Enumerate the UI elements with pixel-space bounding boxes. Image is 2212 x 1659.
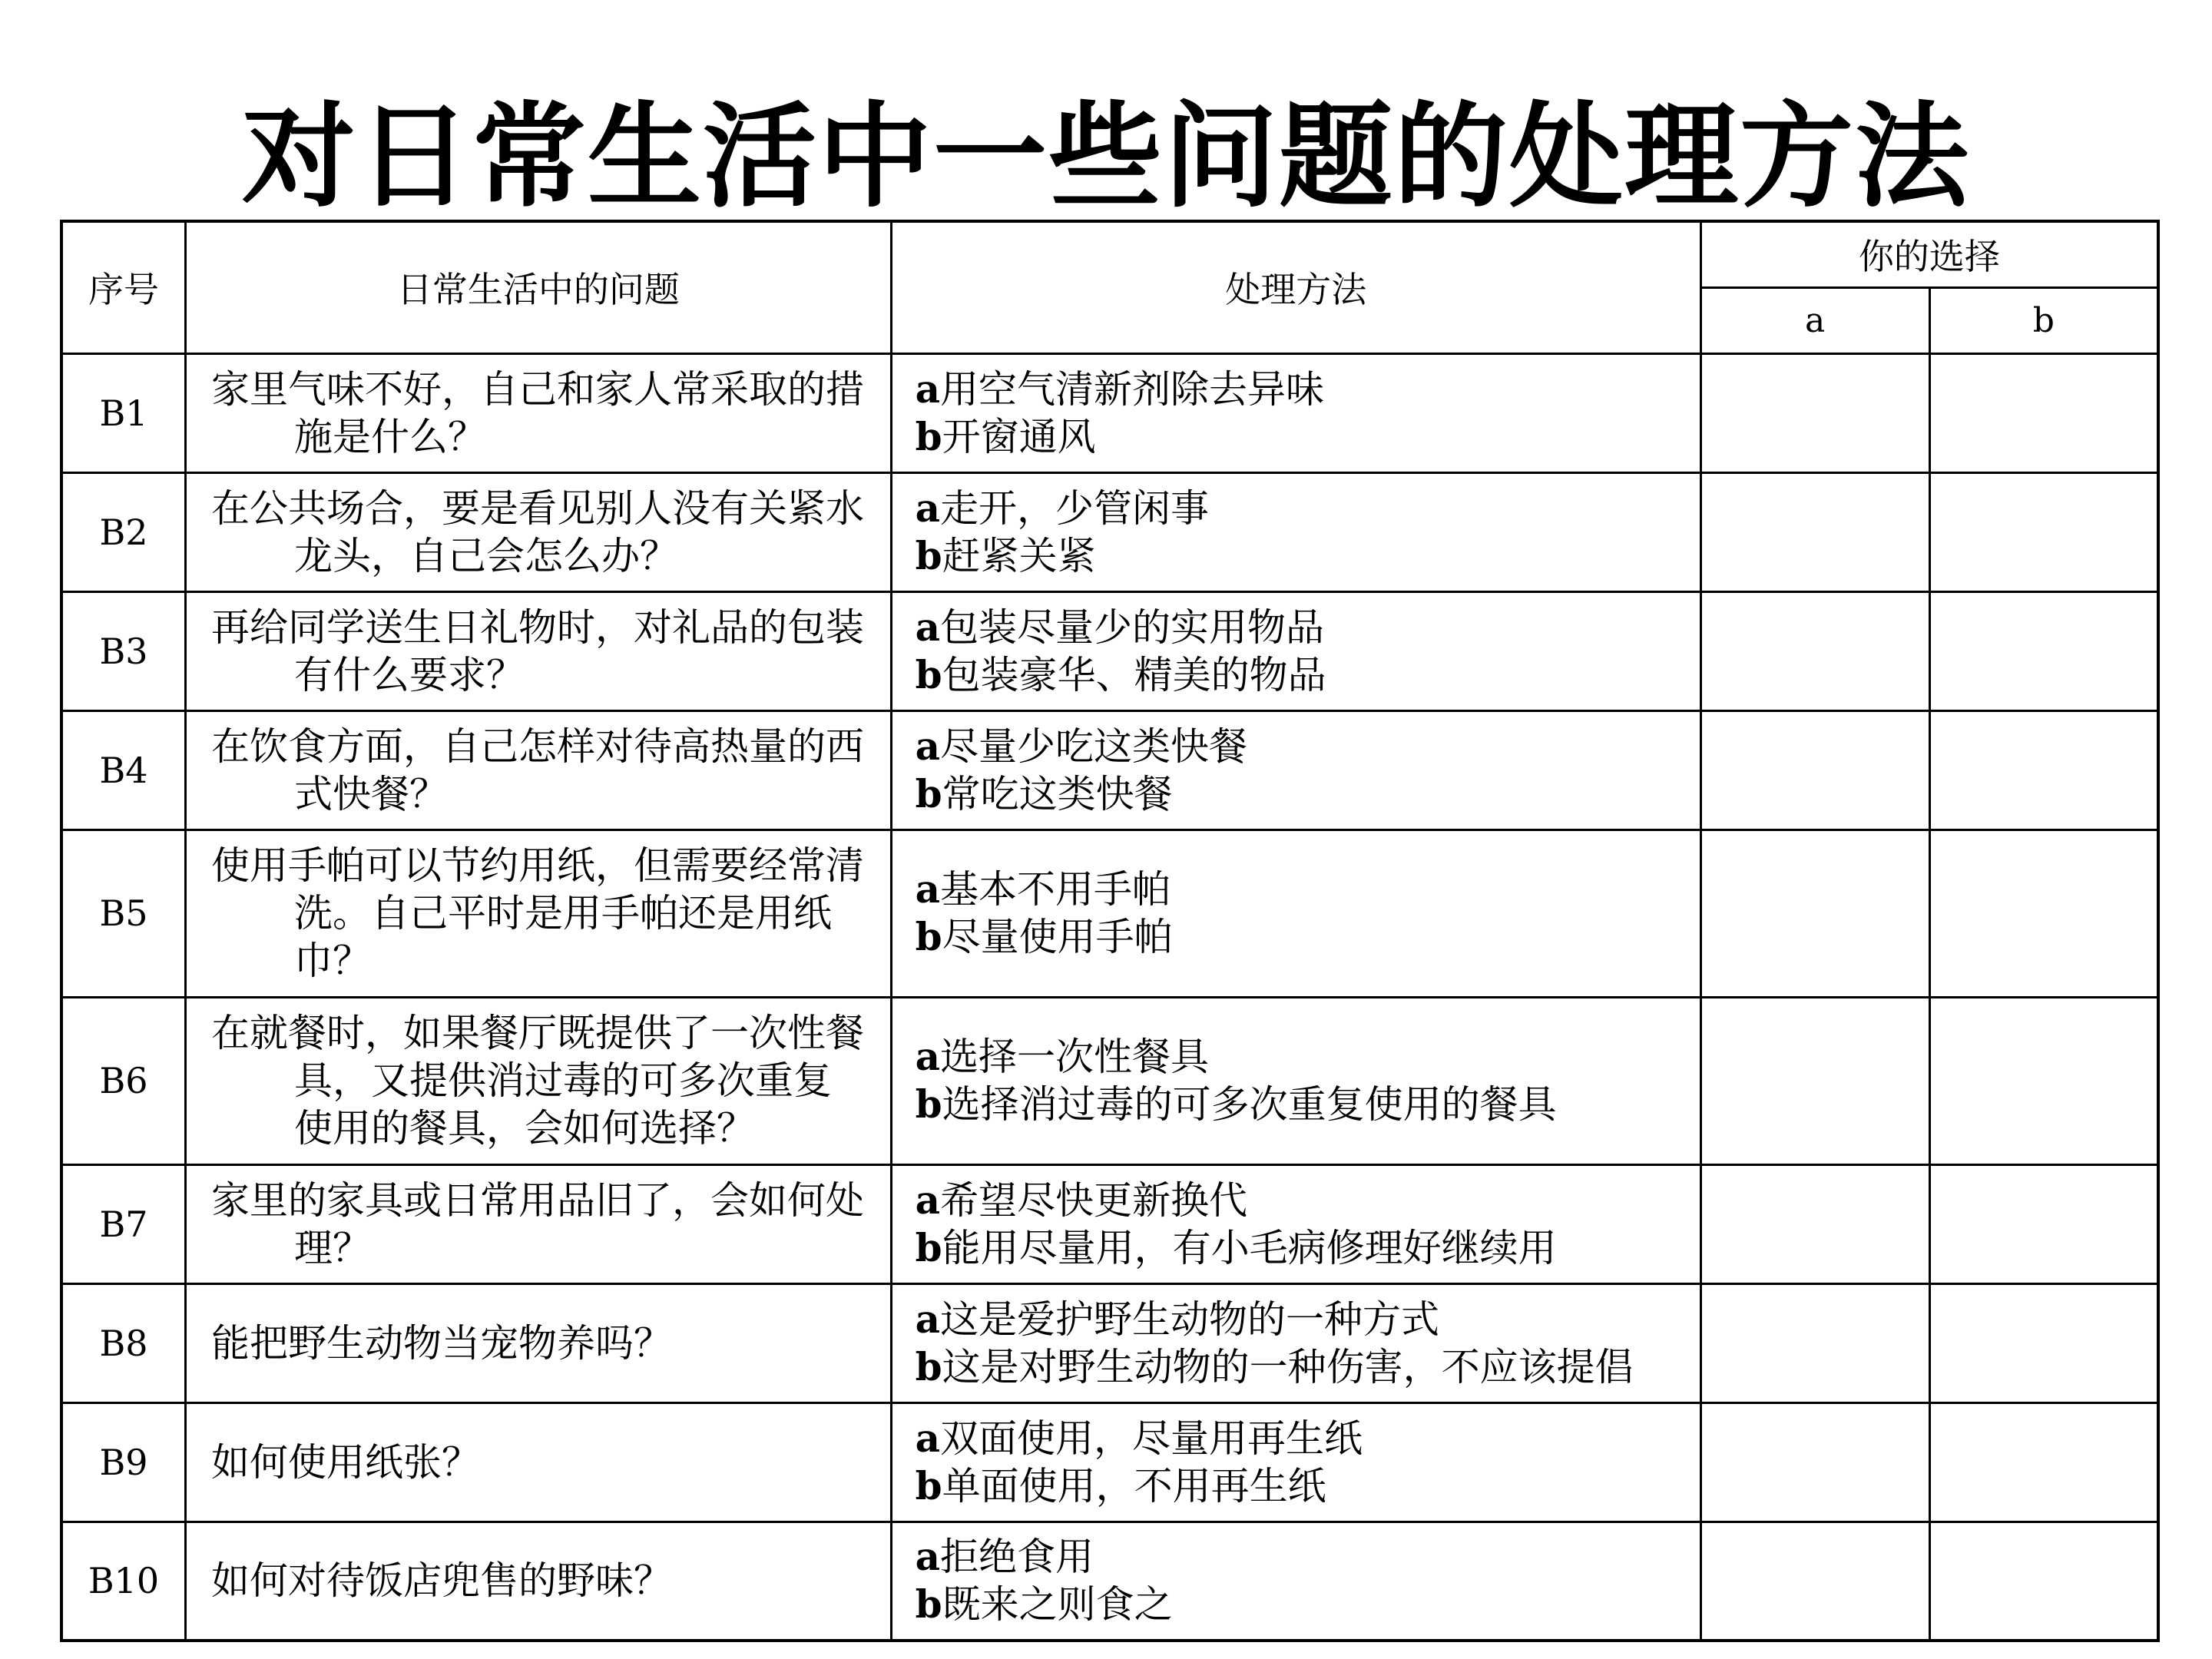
page-title: 对日常生活中一些问题的处理方法: [242, 91, 1970, 223]
question-text: 家里气味不好，自己和家人常采取的措施是什么？: [210, 366, 864, 459]
question-cell: [185, 710, 891, 830]
method-option-a: [916, 604, 1700, 651]
option-letter-a: a: [915, 1534, 941, 1580]
question-text: 如何使用纸张？: [210, 1439, 480, 1485]
method-cell: [891, 472, 1700, 591]
header-method: 处理方法: [891, 221, 1700, 353]
choice-b-cell[interactable]: [1929, 997, 2158, 1164]
question-text: 如何对待饭店兜售的野味？: [210, 1558, 672, 1604]
method-option-b: [916, 1343, 1700, 1391]
choice-a-cell[interactable]: [1700, 710, 1929, 830]
row-id: B3: [61, 591, 185, 710]
header-choice-b: b: [1929, 287, 2158, 353]
question-cell: [185, 1283, 891, 1402]
option-letter-a: a: [915, 1296, 941, 1342]
choice-a-cell[interactable]: [1700, 591, 1929, 710]
method-cell: [891, 830, 1700, 997]
method-option-a: [916, 1415, 1700, 1462]
row-id: B7: [61, 1164, 185, 1283]
choice-b-cell[interactable]: [1929, 472, 2158, 591]
question-text: 再给同学送生日礼物时，对礼品的包装有什么要求？: [210, 604, 864, 697]
method-option-a: [916, 723, 1700, 770]
choice-a-cell[interactable]: [1700, 997, 1929, 1164]
method-a-text: 用空气清新剂除去异味: [940, 366, 1325, 412]
method-cell: [891, 1402, 1700, 1522]
row-id: B6: [61, 997, 185, 1164]
table-header-row: [61, 221, 2158, 287]
method-a-text: 拒绝食用: [940, 1535, 1094, 1580]
option-letter-a: a: [915, 485, 941, 531]
method-b-text: 开窗通风: [942, 414, 1096, 459]
method-cell: [891, 997, 1700, 1164]
row-id: B5: [61, 830, 185, 997]
table-row: [61, 830, 2158, 997]
choice-b-cell[interactable]: [1929, 591, 2158, 710]
choice-a-cell[interactable]: [1700, 1522, 1929, 1641]
method-option-b: [916, 1081, 1700, 1128]
choice-b-cell[interactable]: [1929, 1164, 2158, 1283]
method-option-a: [916, 485, 1700, 532]
method-option-b: [916, 413, 1700, 461]
question-text: 能把野生动物当宠物养吗？: [210, 1320, 672, 1366]
method-a-text: 尽量少吃这类快餐: [940, 724, 1248, 769]
option-letter-a: a: [915, 1177, 941, 1223]
option-letter-b: b: [915, 1224, 942, 1270]
method-option-a: [916, 1033, 1700, 1081]
option-letter-a: a: [915, 366, 941, 412]
table-row: [61, 1283, 2158, 1402]
table-row: [61, 591, 2158, 710]
row-id: B4: [61, 710, 185, 830]
row-id: B9: [61, 1402, 185, 1522]
method-option-b: [916, 913, 1700, 961]
header-choice: 你的选择: [1700, 221, 2158, 287]
method-option-a: [916, 1177, 1700, 1224]
method-b-text: 选择消过毒的可多次重复使用的餐具: [942, 1082, 1557, 1127]
method-b-text: 常吃这类快餐: [942, 771, 1173, 816]
method-a-text: 选择一次性餐具: [940, 1035, 1210, 1079]
method-option-b: [916, 1224, 1700, 1272]
question-cell: [185, 997, 891, 1164]
option-letter-a: a: [915, 723, 941, 769]
method-a-text: 基本不用手帕: [940, 867, 1171, 912]
method-b-text: 这是对野生动物的一种伤害，不应该提倡: [942, 1344, 1634, 1389]
question-cell: [185, 1522, 891, 1641]
method-cell: [891, 1164, 1700, 1283]
question-cell: [185, 472, 891, 591]
option-letter-b: b: [915, 770, 942, 816]
table-row: [61, 353, 2158, 472]
choice-b-cell[interactable]: [1929, 1402, 2158, 1522]
question-cell: [185, 591, 891, 710]
header-id: 序号: [61, 221, 185, 353]
question-cell: [185, 1402, 891, 1522]
method-b-text: 能用尽量用，有小毛病修理好继续用: [942, 1225, 1557, 1270]
method-b-text: 单面使用，不用再生纸: [942, 1463, 1326, 1508]
option-letter-b: b: [915, 651, 942, 697]
row-id: B2: [61, 472, 185, 591]
option-letter-b: b: [915, 1343, 942, 1389]
question-cell: [185, 1164, 891, 1283]
option-letter-b: b: [915, 1462, 942, 1508]
method-b-text: 既来之则食之: [942, 1582, 1173, 1628]
question-text: 家里的家具或日常用品旧了，会如何处理？: [210, 1177, 864, 1270]
choice-b-cell[interactable]: [1929, 1522, 2158, 1641]
option-letter-a: a: [915, 866, 941, 912]
question-text: 使用手帕可以节约用纸，但需要经常清洗。自己平时是用手帕还是用纸巾？: [210, 843, 864, 983]
method-b-text: 赶紧关紧: [942, 533, 1096, 578]
choice-a-cell[interactable]: [1700, 353, 1929, 472]
method-option-a: [916, 366, 1700, 413]
method-cell: [891, 1522, 1700, 1641]
table-row: [61, 997, 2158, 1164]
table-row: [61, 472, 2158, 591]
table-row: [61, 710, 2158, 830]
option-letter-a: a: [915, 1034, 941, 1079]
row-id: B8: [61, 1283, 185, 1402]
option-letter-b: b: [915, 413, 942, 459]
choice-b-cell[interactable]: [1929, 353, 2158, 472]
method-b-text: 尽量使用手帕: [942, 915, 1173, 959]
method-a-text: 走开，少管闲事: [940, 485, 1210, 531]
choice-a-cell[interactable]: [1700, 830, 1929, 997]
choice-a-cell[interactable]: [1700, 1283, 1929, 1402]
choice-a-cell[interactable]: [1700, 1402, 1929, 1522]
question-cell: [185, 830, 891, 997]
row-id: B10: [61, 1522, 185, 1641]
header-question: 日常生活中的问题: [185, 221, 891, 353]
method-cell: [891, 1283, 1700, 1402]
method-option-b: [916, 1581, 1700, 1628]
method-a-text: 希望尽快更新换代: [940, 1177, 1248, 1223]
method-option-a: [916, 866, 1700, 913]
method-option-b: [916, 532, 1700, 580]
method-option-a: [916, 1533, 1700, 1581]
method-cell: [891, 710, 1700, 830]
table-row: [61, 1522, 2158, 1641]
table-row: [61, 1164, 2158, 1283]
question-cell: [185, 353, 891, 472]
option-letter-b: b: [915, 914, 942, 959]
choice-a-cell[interactable]: [1700, 1164, 1929, 1283]
method-b-text: 包装豪华、精美的物品: [942, 652, 1326, 697]
method-option-b: [916, 1462, 1700, 1510]
row-id: B1: [61, 353, 185, 472]
choice-b-cell[interactable]: [1929, 1283, 2158, 1402]
question-text: 在饮食方面，自己怎样对待高热量的西式快餐？: [210, 724, 864, 816]
option-letter-a: a: [915, 604, 941, 650]
method-option-b: [916, 770, 1700, 818]
header-choice-a: a: [1700, 287, 1929, 353]
question-text: 在就餐时，如果餐厅既提供了一次性餐具，又提供消过毒的可多次重复使用的餐具，会如何选择？: [210, 1011, 864, 1151]
choice-a-cell[interactable]: [1700, 472, 1929, 591]
choice-b-cell[interactable]: [1929, 830, 2158, 997]
method-a-text: 双面使用，尽量用再生纸: [940, 1416, 1363, 1461]
method-cell: [891, 353, 1700, 472]
method-option-b: [916, 651, 1700, 699]
method-option-a: [916, 1296, 1700, 1343]
method-a-text: 包装尽量少的实用物品: [940, 604, 1325, 650]
method-a-text: 这是爱护野生动物的一种方式: [940, 1296, 1440, 1342]
method-cell: [891, 591, 1700, 710]
question-text: 在公共场合，要是看见别人没有关紧水龙头，自己会怎么办？: [210, 485, 864, 578]
choice-b-cell[interactable]: [1929, 710, 2158, 830]
survey-table: [60, 220, 2160, 1642]
table-row: [61, 1402, 2158, 1522]
option-letter-a: a: [915, 1415, 941, 1461]
option-letter-b: b: [915, 1081, 942, 1127]
option-letter-b: b: [915, 1581, 942, 1628]
option-letter-b: b: [915, 532, 942, 578]
